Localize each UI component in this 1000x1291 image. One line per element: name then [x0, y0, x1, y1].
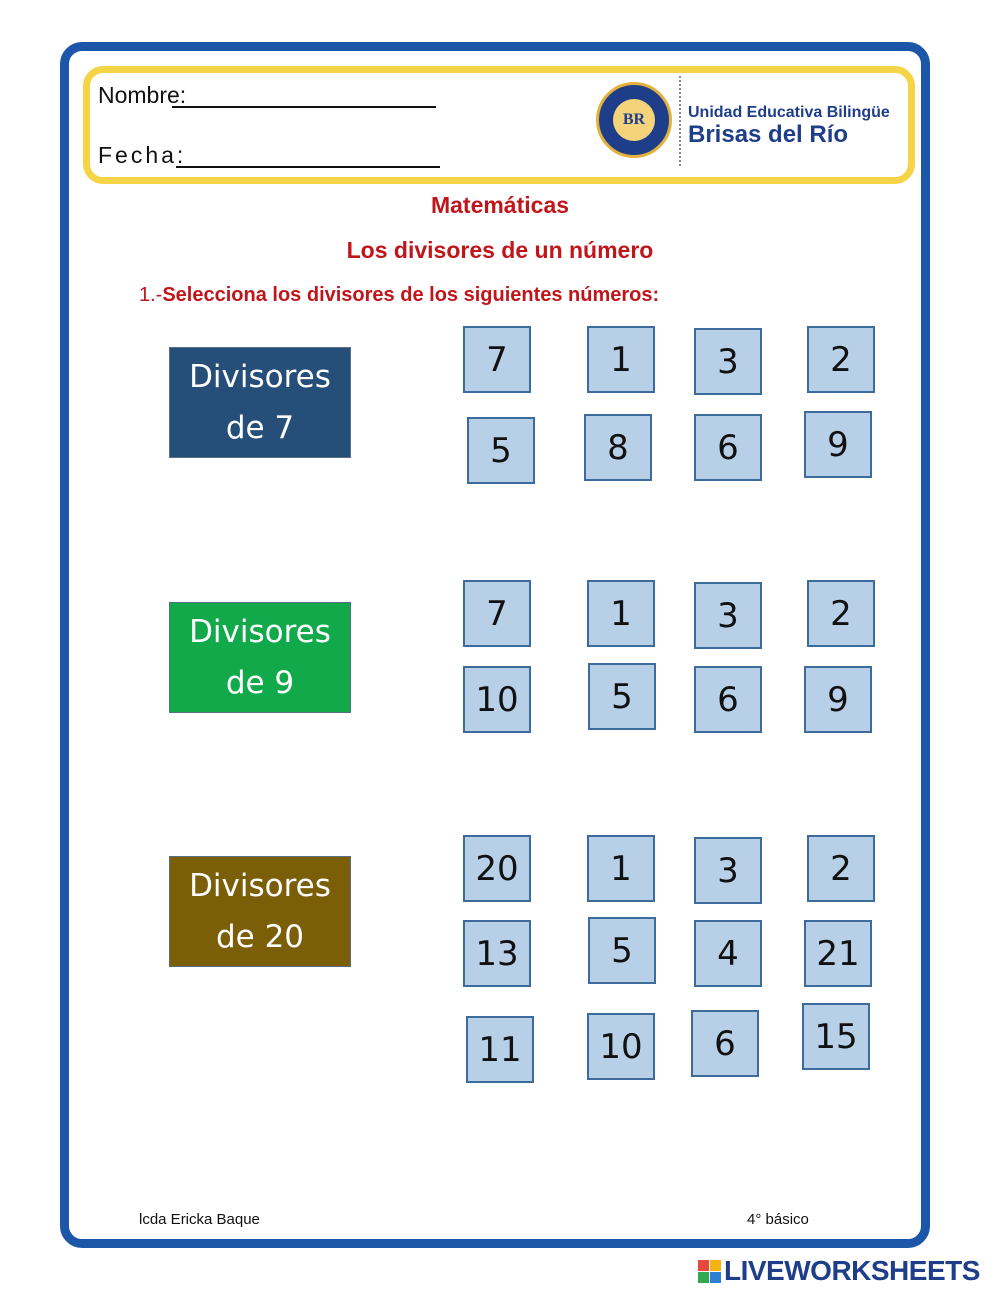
- number-tile[interactable]: 2: [807, 580, 875, 647]
- grid-square: [698, 1260, 709, 1271]
- number-tile[interactable]: 20: [463, 835, 531, 902]
- grid-square: [710, 1272, 721, 1283]
- footer-author: lcda Ericka Baque: [139, 1211, 260, 1228]
- number-tile[interactable]: 7: [463, 580, 531, 647]
- number-tile[interactable]: 10: [463, 666, 531, 733]
- number-tile[interactable]: 9: [804, 666, 872, 733]
- group-label-line2: de 20: [215, 918, 305, 955]
- number-tile[interactable]: 1: [587, 580, 655, 647]
- group-label-line1: Divisores: [189, 358, 331, 395]
- seal-text: BR: [613, 99, 655, 141]
- instruction-number: 1.-: [139, 284, 163, 306]
- number-tile[interactable]: 6: [694, 666, 762, 733]
- number-tile[interactable]: 5: [588, 663, 656, 730]
- group-label-divisores-9: [169, 602, 351, 713]
- instruction: [139, 284, 659, 307]
- number-tile[interactable]: 2: [807, 835, 875, 902]
- number-tile[interactable]: 6: [694, 414, 762, 481]
- number-tile[interactable]: 4: [694, 920, 762, 987]
- date-line: [176, 166, 440, 168]
- group-label-line2: de 9: [225, 664, 295, 701]
- name-line: [172, 106, 436, 108]
- grid-square: [710, 1260, 721, 1271]
- number-tile[interactable]: 1: [587, 326, 655, 393]
- group-label-line1: Divisores: [189, 867, 331, 904]
- liveworksheets-logo: [698, 1255, 980, 1287]
- instruction-text: Selecciona los divisores de los siguientes números:: [162, 284, 660, 306]
- number-tile[interactable]: 8: [584, 414, 652, 481]
- number-tile[interactable]: 6: [691, 1010, 759, 1077]
- subject-title: Matemáticas: [430, 192, 570, 218]
- number-tile[interactable]: 9: [804, 411, 872, 478]
- group-label-line2: de 7: [225, 409, 295, 446]
- number-tile[interactable]: 15: [802, 1003, 870, 1070]
- group-label-divisores-20: [169, 856, 351, 967]
- number-tile[interactable]: 7: [463, 326, 531, 393]
- number-tile[interactable]: 1: [587, 835, 655, 902]
- header-divider: [679, 76, 681, 166]
- lesson-title: Los divisores de un número: [346, 237, 654, 263]
- number-tile[interactable]: 10: [587, 1013, 655, 1080]
- number-tile[interactable]: 5: [467, 417, 535, 484]
- school-seal-logo: [596, 82, 672, 158]
- school-name-line1: Unidad Educativa Bilingüe: [688, 104, 890, 121]
- name-label: Nombre:: [98, 82, 187, 108]
- date-label: Fecha:: [98, 142, 187, 168]
- number-tile[interactable]: 13: [463, 920, 531, 987]
- number-tile[interactable]: 3: [694, 328, 762, 395]
- liveworksheets-grid-icon: [698, 1260, 721, 1283]
- group-label-line1: Divisores: [189, 613, 331, 650]
- group-label-divisores-7: [169, 347, 351, 458]
- grid-square: [698, 1272, 709, 1283]
- number-tile[interactable]: 21: [804, 920, 872, 987]
- number-tile[interactable]: 5: [588, 917, 656, 984]
- number-tile[interactable]: 2: [807, 326, 875, 393]
- number-tile[interactable]: 3: [694, 582, 762, 649]
- number-tile[interactable]: 3: [694, 837, 762, 904]
- liveworksheets-wordmark: LIVEWORKSHEETS: [724, 1255, 980, 1286]
- school-name-line2: Brisas del Río: [688, 121, 849, 148]
- number-tile[interactable]: 11: [466, 1016, 534, 1083]
- footer-grade: 4° básico: [747, 1211, 809, 1228]
